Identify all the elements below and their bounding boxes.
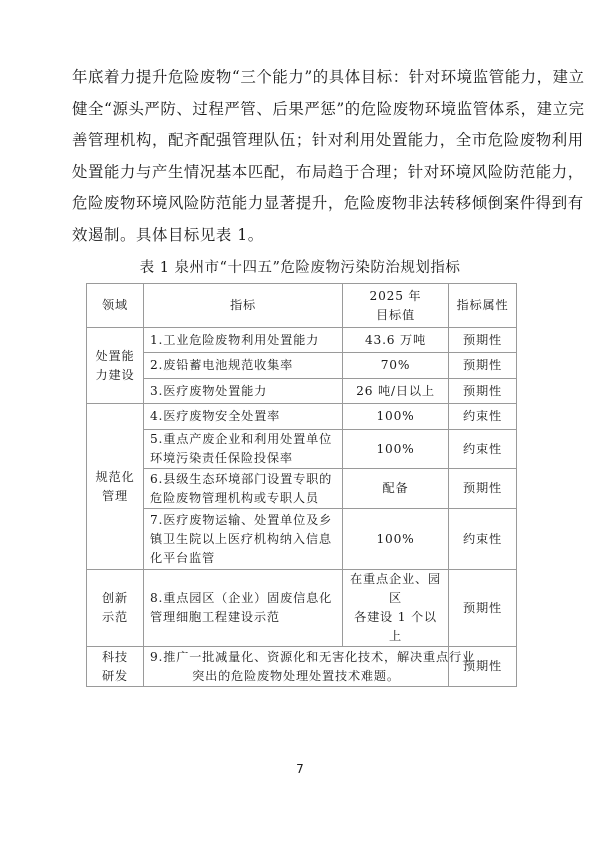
page-number: 7 [296, 762, 304, 776]
domain-cell [87, 328, 144, 404]
target-line: 在重点企业、园区 [350, 572, 441, 605]
body-paragraph [72, 62, 585, 251]
attribute-cell: 预期性 [449, 328, 517, 353]
indicator-line: 9.推广一批减量化、资源化和无害化技术，解决重点行业 [150, 649, 475, 664]
target-cell: 100% [343, 430, 449, 469]
attribute-cell: 约束性 [449, 430, 517, 469]
paragraph-line: 年底着力提升危险废物“三个能力”的具体目标：针对环境监管能力，建立 [72, 68, 585, 86]
target-cell: 配备 [343, 469, 449, 509]
table-header-row [87, 284, 517, 328]
target-cell [343, 570, 449, 647]
header-indicator: 指标 [144, 284, 343, 328]
target-cell: 26 吨/日以上 [343, 379, 449, 404]
header-target-line2: 目标值 [376, 307, 415, 322]
table-row [87, 570, 517, 647]
paragraph-line: 处置能力与产生情况基本匹配，布局趋于合理；针对环境风险防范能力， [72, 162, 584, 181]
indicator-cell: 5.重点产废企业和利用处置单位环境污染责任保险投保率 [144, 430, 343, 469]
domain-line: 创新 [102, 591, 128, 605]
paragraph-line: 效遏制。具体目标见表 1。 [72, 225, 264, 244]
target-cell: 70% [343, 353, 449, 379]
table-row [87, 430, 517, 469]
header-target [343, 284, 449, 328]
target-line: 各建设 1 个以上 [354, 610, 437, 643]
table-row [87, 509, 517, 570]
table-row [87, 404, 517, 430]
table-row [87, 469, 517, 509]
attribute-cell: 预期性 [449, 469, 517, 509]
indicator-cell: 3.医疗废物处置能力 [144, 379, 343, 404]
domain-line: 示范 [102, 610, 128, 624]
indicator-cell-merged [144, 647, 475, 687]
domain-line: 管理 [102, 488, 128, 503]
attribute-cell: 约束性 [449, 404, 517, 430]
target-cell: 43.6 万吨 [343, 328, 449, 353]
table-row [87, 353, 517, 379]
paragraph-line: 危险废物环境风险防范能力显著提升，危险废物非法转移倾倒案件得到有 [72, 194, 584, 212]
table-caption: 表 1 泉州市“十四五”危险废物污染防治规划指标 [139, 260, 461, 276]
indicator-cell: 2.废铅蓄电池规范收集率 [144, 353, 343, 379]
table-row [87, 647, 517, 687]
planning-indicators-table [86, 283, 517, 687]
domain-cell [87, 647, 144, 687]
paragraph-line: 健全“源头严防、过程严管、后果严惩”的危险废物环境监管体系，建立完 [72, 99, 585, 118]
target-cell: 100% [343, 509, 449, 570]
paragraph-line: 善管理机构，配齐配强管理队伍；针对利用处置能力，全市危险废物利用 [72, 131, 584, 149]
table-row [87, 379, 517, 404]
domain-line: 科技 [102, 649, 128, 664]
table-row [87, 328, 517, 353]
target-cell: 100% [343, 404, 449, 430]
domain-line: 处置能 [95, 348, 135, 363]
indicator-line: 突出的危险废物处理处置技术难题。 [192, 668, 400, 683]
domain-line: 规范化 [95, 469, 135, 484]
domain-cell [87, 404, 144, 570]
indicator-cell: 8.重点园区（企业）固废信息化管理细胞工程建设示范 [144, 570, 343, 647]
header-target-line1: 2025 年 [369, 288, 422, 303]
domain-line: 力建设 [95, 367, 135, 382]
attribute-cell: 预期性 [449, 647, 517, 687]
indicator-cell: 1.工业危险废物利用处置能力 [144, 328, 343, 353]
attribute-cell: 预期性 [449, 379, 517, 404]
domain-line: 研发 [102, 668, 128, 683]
indicator-cell: 4.医疗废物安全处置率 [144, 404, 343, 430]
header-domain: 领域 [87, 284, 144, 328]
domain-cell [87, 570, 144, 647]
attribute-cell: 约束性 [449, 509, 517, 570]
indicator-cell: 7.医疗废物运输、处置单位及乡镇卫生院以上医疗机构纳入信息化平台监管 [144, 509, 343, 570]
attribute-cell: 预期性 [449, 353, 517, 379]
attribute-cell: 预期性 [449, 570, 517, 647]
header-attribute: 指标属性 [449, 284, 517, 328]
indicator-cell: 6.县级生态环境部门设置专职的危险废物管理机构或专职人员 [144, 469, 343, 509]
